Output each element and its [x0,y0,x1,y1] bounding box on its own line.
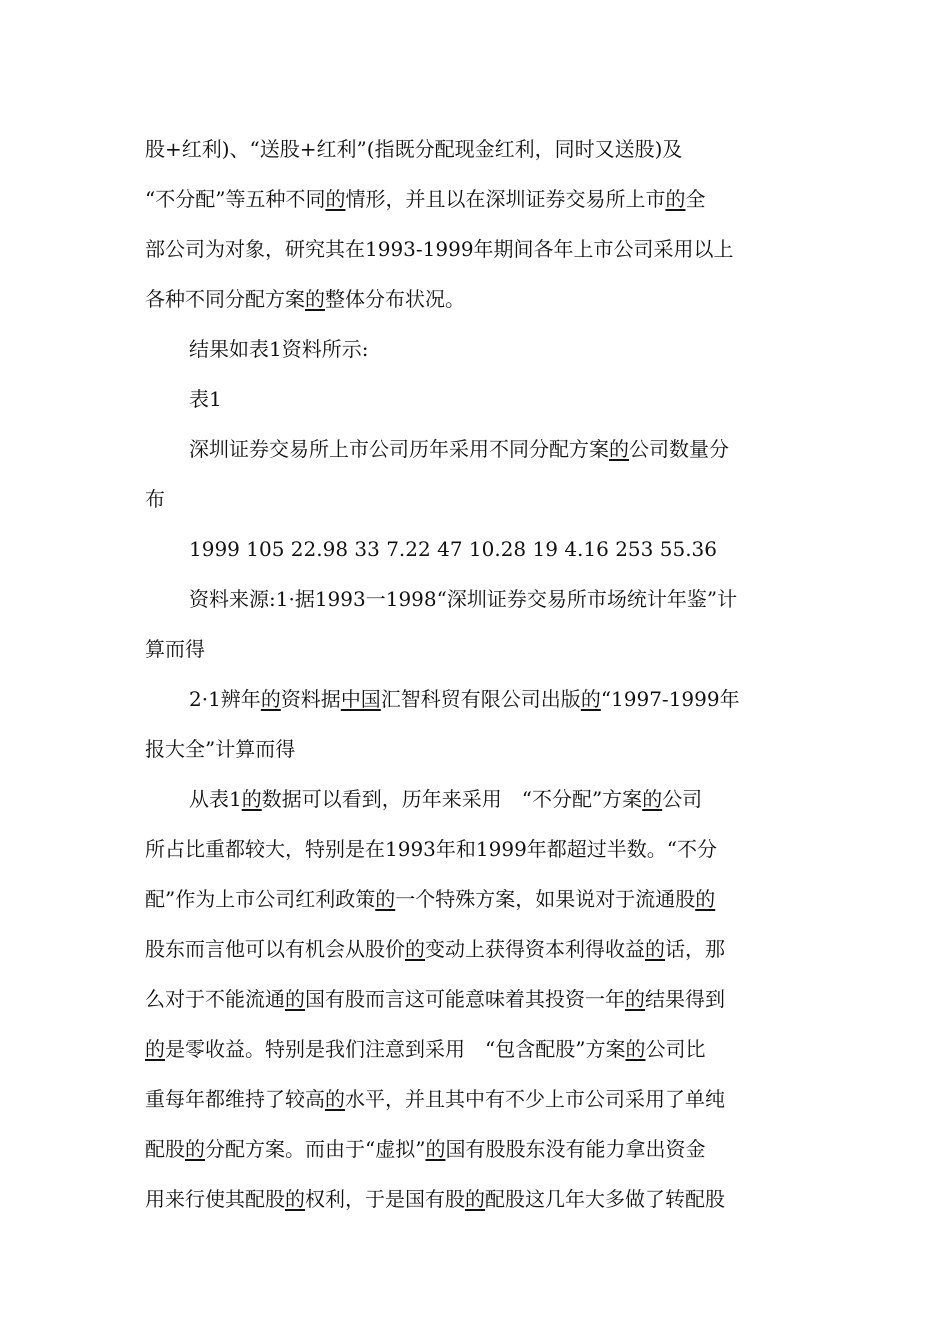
text-segment: 全 [685,187,706,211]
text-segment: 资料据 [280,687,341,711]
underlined-text: 的 [325,187,346,211]
underlined-text: 的 [185,1137,205,1161]
text-segment: 配股这几年大多做了转配股 [485,1187,725,1211]
text-line [145,324,805,374]
text-line [145,774,805,824]
underlined-text: 的 [241,787,262,811]
text-line [145,224,805,274]
underlined-text: 的 [325,1087,345,1111]
text-segment: 表1 [189,387,222,411]
text-line [145,474,805,524]
text-segment: 股东而言他可以有机会从股价 [145,937,405,961]
underlined-text: 的 [665,187,686,211]
text-segment: 公司比 [645,1037,706,1061]
text-segment: 所占比重都较大，特别是在1993年和1999年都超过半数。“不分 [145,837,718,861]
text-line [145,1174,805,1224]
text-segment: 话，那 [665,937,725,961]
text-segment: 1999 105 22.98 33 7.22 47 10.28 19 4.16 253 55.36 [189,537,717,561]
text-segment: “不分配”等五种不同 [145,187,326,211]
underlined-text: 的 [305,287,325,311]
text-segment: 布 [145,487,165,511]
text-line [145,574,805,624]
text-line [145,874,805,924]
text-segment: 从表1 [189,787,242,811]
text-segment: 国有股股东没有能力拿出资金 [445,1137,706,1161]
text-line [145,724,805,774]
text-segment: 股+红利)、“送股+红利”(指既分配现金红利，同时又送股)及 [145,137,683,161]
text-segment: 汇智科贸有限公司出版 [380,687,581,711]
text-segment: 么对于不能流通 [145,987,285,1011]
text-segment: 各种不同分配方案 [145,287,305,311]
text-segment: 配”作为上市公司红利政策 [145,887,376,911]
text-line [145,524,805,574]
text-line [145,624,805,674]
document-page [145,124,805,1224]
text-line [145,124,805,174]
text-segment: 算而得 [145,637,205,661]
text-line [145,1024,805,1074]
text-line [145,824,805,874]
underlined-text: 的 [580,687,601,711]
underlined-text: 的 [625,1037,646,1061]
text-segment: 公司 [662,787,703,811]
underlined-text: 的 [260,687,281,711]
underlined-text: 的 [145,1037,165,1061]
underlined-text: 中国 [340,687,381,711]
underlined-text: 的 [642,787,663,811]
text-line [145,974,805,1024]
text-segment: 结果得到 [645,987,725,1011]
text-segment: 权利，于是国有股 [305,1187,465,1211]
underlined-text: 的 [285,987,305,1011]
text-line [145,374,805,424]
text-line [145,924,805,974]
underlined-text: 的 [465,1187,485,1211]
text-segment: 分配方案。而由于“虚拟” [205,1137,426,1161]
text-segment: 资料来源:1·据1993一1998“深圳证券交易所市场统计年鉴”计 [189,587,738,611]
text-segment: 一个特殊方案，如果说对于流通股 [395,887,696,911]
text-segment: 整体分布状况。 [325,287,465,311]
text-segment: 用来行使其配股 [145,1187,285,1211]
text-line [145,424,805,474]
text-segment: 情形，并且以在深圳证券交易所上市 [345,187,666,211]
text-line [145,274,805,324]
underlined-text: 的 [285,1187,305,1211]
text-line [145,1074,805,1124]
text-segment: 深圳证券交易所上市公司历年采用不同分配方案 [189,437,609,461]
underlined-text: 的 [625,987,645,1011]
text-segment: 变动上获得资本利得收益 [425,937,645,961]
text-segment: 结果如表1资料所示: [189,337,369,361]
text-segment: 配股 [145,1137,185,1161]
text-segment: “1997-1999年 [600,687,740,711]
text-segment: 部公司为对象，研究其在1993-1999年期间各年上市公司采用以上 [145,237,734,261]
text-segment: 报大全”计算而得 [145,737,296,761]
text-segment: 公司数量分 [629,437,729,461]
text-line [145,1124,805,1174]
text-line [145,674,805,724]
text-line [145,174,805,224]
underlined-text: 的 [645,937,665,961]
text-segment: 水平，并且其中有不少上市公司采用了单纯 [345,1087,725,1111]
text-segment: 国有股而言这可能意味着其投资一年 [305,987,625,1011]
underlined-text: 的 [405,937,425,961]
underlined-text: 的 [609,437,629,461]
text-segment: 数据可以看到，历年来采用 “不分配”方案 [261,787,643,811]
text-segment: 2·1辨年 [189,687,261,711]
text-segment: 是零收益。特别是我们注意到采用 “包含配股”方案 [165,1037,626,1061]
text-segment: 重每年都维持了较高 [145,1087,325,1111]
underlined-text: 的 [375,887,396,911]
underlined-text: 的 [695,887,716,911]
underlined-text: 的 [425,1137,446,1161]
